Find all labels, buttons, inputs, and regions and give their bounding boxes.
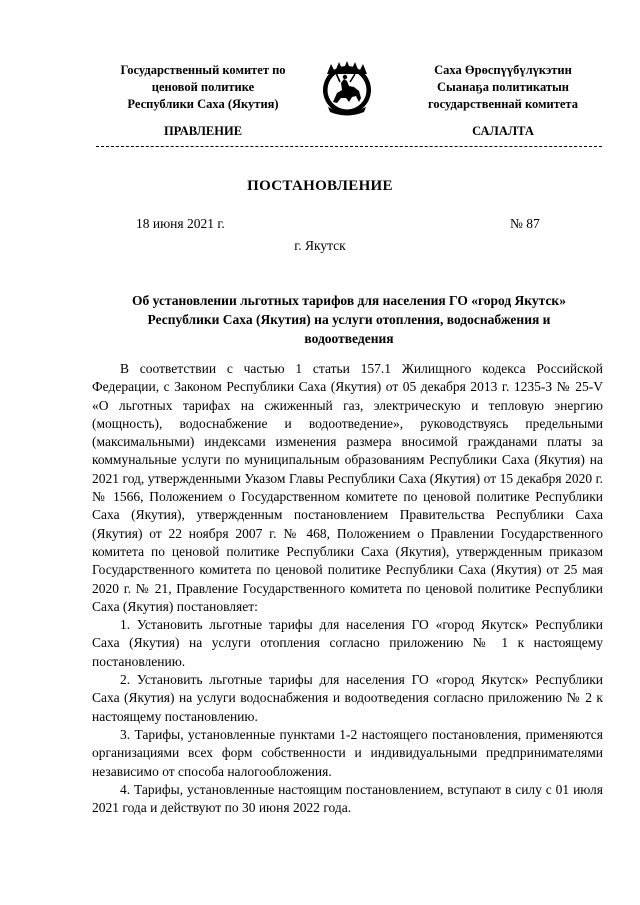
body-paragraph: 3. Тарифы, установленные пунктами 1-2 настоящего постановления, применяются организациями всех форм собственности и индивидуальными предпринимателями независимо от способа налогообложения. (92, 726, 603, 779)
document-number: № 87 (510, 216, 540, 231)
body-paragraph: В соответствии с частью 1 статьи 157.1 Жилищного кодекса Российской Федерации, с Законом Республики Саха (Якутия) от 05 декабря 2013 г. 1235-З № 25-V «О льготных тарифах на сжиженный газ, электрическую и тепловую энергию (мощность), водоснабжение и водоотведение», руководствуясь предельными (максимальными) индексами изменения размера вносимой гражданами платы за коммунальные услуги по муниципальным образованиям Республики Саха (Якутия) на 2021 год, утвержденными Указом Главы Республики Саха (Якутия) от 15 декабря 2020 г. № 1566, Положением о Государственном комитете по ценовой политике Республики Саха (Якутия), утвержденным постановлением Правительства Республики Саха (Якутия) от 22 ноября 2007 г. № 468, Положением о Правлении Государственного комитета по ценовой политике Республики Саха (Якутия), утвержденным приказом Государственного комитета по ценовой политике Республики Саха (Якутия) от 25 мая 2020 г. № 21, Правление Государственного комитета по ценовой политике Республики Саха (Якутия) постановляет: (92, 361, 603, 614)
department-left: ПРАВЛЕНИЕ (163, 124, 243, 138)
subject-line: Республики Саха (Якутия) на услуги отопления, водоснабжения и (147, 312, 551, 327)
header-left-line: ценовой политике (151, 80, 255, 94)
header-divider (96, 146, 602, 147)
body-paragraph: 1. Установить льготные тарифы для населения ГО «город Якутск» Республики Саха (Якутия) на услуги отопления согласно приложению № 1 к настоящему постановлению. (92, 617, 603, 669)
document-subject (96, 291, 602, 348)
header-right-line: Саха Өрөспүүбүлүкэтин (434, 63, 572, 77)
department-right: САЛАЛТА (472, 124, 534, 138)
header-right-line: государственнай комитета (428, 97, 578, 111)
header-left-line: Государственный комитет по (120, 63, 286, 77)
document-date: 18 июня 2021 г. (136, 216, 225, 231)
body-paragraph: 2. Установить льготные тарифы для населения ГО «город Якутск» Республики Саха (Якутия) на услуги водоснабжения и водоотведения согласно приложению № 2 к настоящему постановлению. (92, 672, 603, 724)
sakha-coat-of-arms-icon (318, 60, 376, 116)
document-city: г. Якутск (294, 238, 346, 253)
header-left-organization (98, 62, 308, 113)
subject-line: водоотведения (304, 331, 394, 346)
header-left-line: Республики Саха (Якутия) (127, 97, 279, 111)
header-right-organization (398, 62, 608, 113)
body-paragraph: 4. Тарифы, установленные настоящим постановлением, вступают в силу с 01 июля 2021 года и действуют по 30 июня 2022 года. (92, 781, 603, 816)
document-title: ПОСТАНОВЛЕНИЕ (247, 178, 393, 194)
document-body (92, 360, 603, 817)
subject-line: Об установлении льготных тарифов для населения ГО «город Якутск» (132, 293, 566, 308)
header-right-line: Сыанаҕа политикатын (437, 80, 569, 94)
